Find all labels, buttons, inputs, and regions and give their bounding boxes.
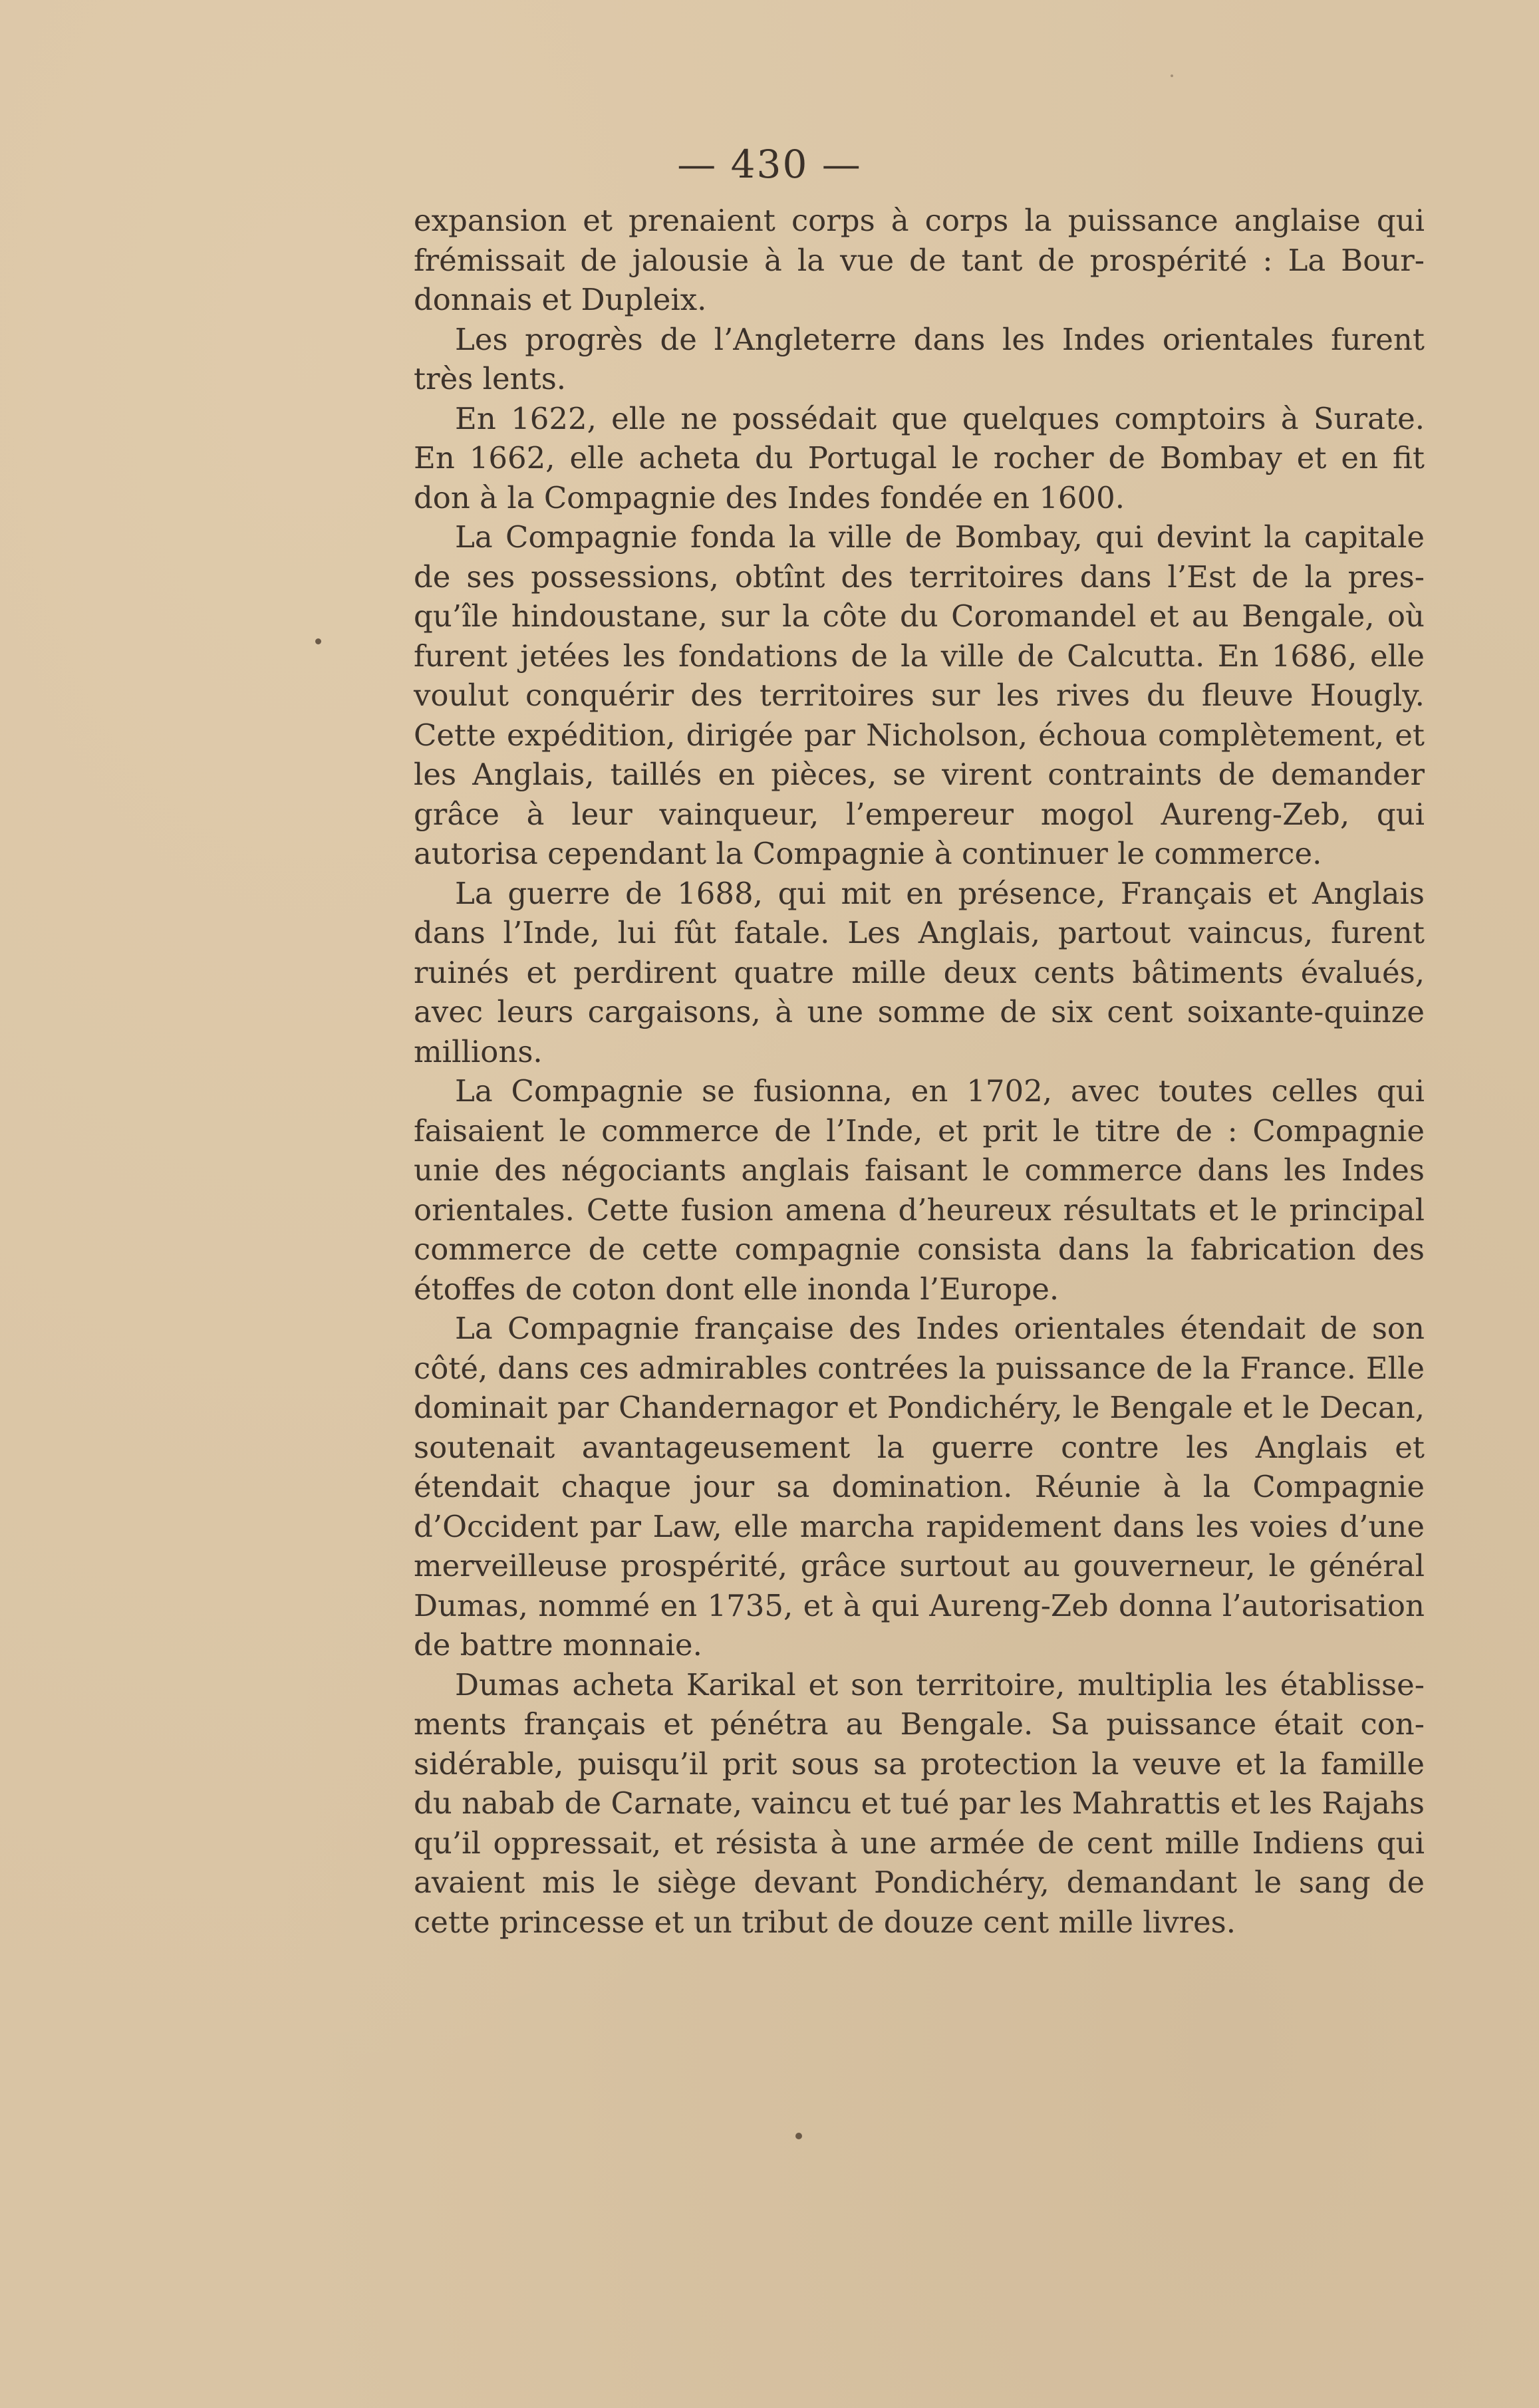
page-number: — 430 — — [677, 142, 862, 187]
paragraph-5: La guerre de 1688, qui mit en présence, Français et Anglais dans l’Inde, lui fût fatale. Les Anglais, partout vaincus, furent ruinés et perdirent quatre mille deux cents bâtiments évalués, avec leurs cargaisons, à une somme de six cent soixante-quinze millions. — [414, 875, 1425, 1069]
paragraph-6: La Compagnie se fusionna, en 1702, avec toutes celles qui faisaient le commerce de l’Inde, et prit le titre de : Compagnie unie des négociants anglais faisant le commerce dans les Indes orientales. Cette fusion amena d’heureux résultats et le principal commerce de cette compagnie consista dans la fabrication des étoffes de coton dont elle inonda l’Europe. — [414, 1073, 1425, 1307]
body-text — [414, 201, 1425, 1942]
paragraph-7: La Compagnie française des Indes orientales étendait de son côté, dans ces admirables contrées la puissance de la France. Elle dominait par Chandernagor et Pondichéry, le Bengale et le Decan, soutenait avantageusement la guerre contre les Anglais et étendait chaque jour sa domination. Réunie à la Compagnie d’Occident par Law, elle marcha rapidement dans les voies d’une merveilleuse prospérité, grâce surtout au gouverneur, le général Dumas, nommé en 1735, et à qui Aureng-Zeb donna l’autorisation de battre monnaie. — [414, 1311, 1425, 1663]
paragraph-4: La Compagnie fonda la ville de Bombay, qui devint la capitale de ses possessions, obtînt des territoires dans l’Est de la presqu’île hindoustane, sur la côte du Coromandel et au Bengale, où furent jetées les fondations de la ville de Calcutta. En 1686, elle voulut conquérir des territoires sur les rives du fleuve Hougly. Cette expédition, dirigée par Nicholson, échoua complètement, et les Anglais, taillés en pièces, se virent contraints de demander grâce à leur vainqueur, l’empereur mogol Aureng-Zeb, qui autorisa cependant la Compagnie à continuer le commerce. — [414, 519, 1425, 871]
paper-speck — [1171, 74, 1173, 77]
paper-speck — [795, 2133, 802, 2139]
paragraph-2: Les progrès de l’Angleterre dans les Indes orientales furent très lents. — [414, 321, 1425, 396]
paper-speck — [315, 638, 321, 644]
paragraph-8: Dumas acheta Karikal et son territoire, multiplia les établissements français et pénétra au Bengale. Sa puissance était considérable, puisqu’il prit sous sa protection la veuve et la famille du nabab de Carnate, vaincu et tué par les Mahrattis et les Rajahs qu’il oppressait, et résista à une armée de cent mille Indiens qui avaient mis le siège devant Pondichéry, demandant le sang de cette princesse et un tribut de douze cent mille livres. — [414, 1667, 1425, 1940]
paragraph-3: En 1622, elle ne possédait que quelques comptoirs à Surate. En 1662, elle acheta du Portugal le rocher de Bombay et en fit don à la Compagnie des Indes fondée en 1600. — [414, 400, 1425, 515]
paragraph-1: expansion et prenaient corps à corps la puissance anglaise qui frémissait de jalousie à la vue de tant de prospérité : La Bourdonnais et Dupleix. — [414, 203, 1425, 317]
